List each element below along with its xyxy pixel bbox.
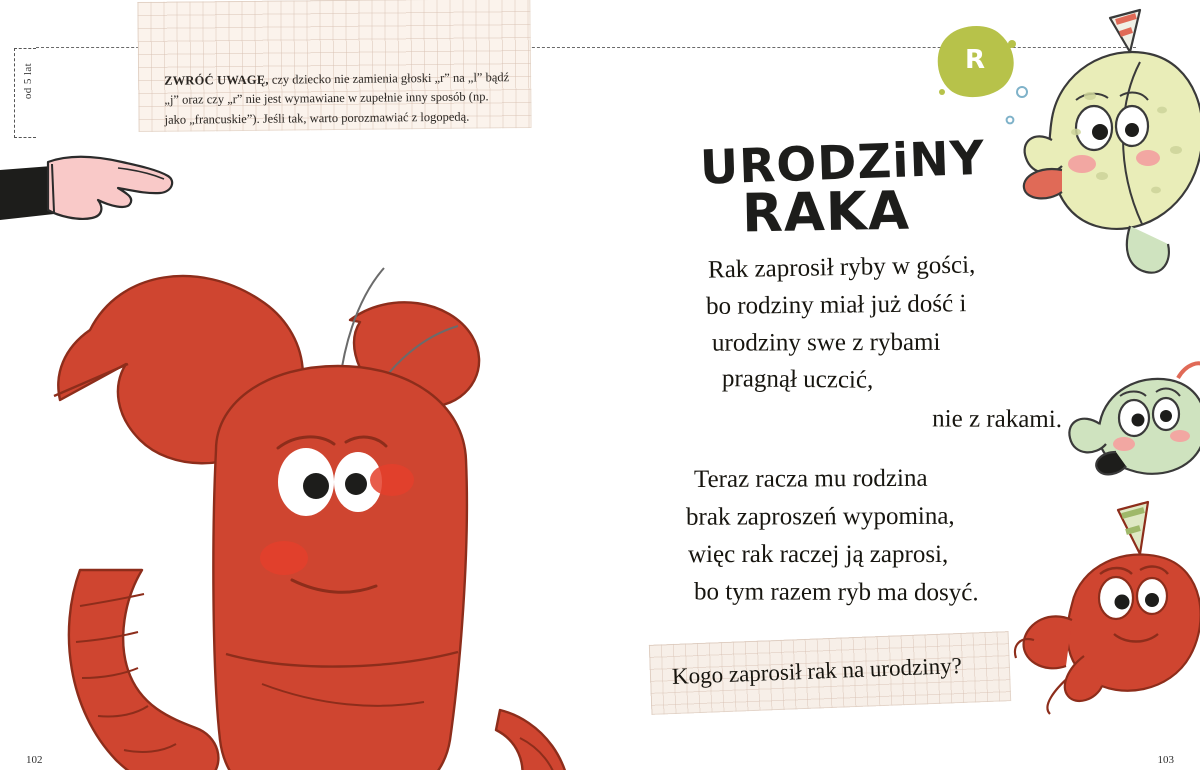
poem-stanza-1 xyxy=(660,248,1080,438)
note-box xyxy=(137,0,531,132)
poem-line: więc rak raczej ją zaprosi, xyxy=(688,541,949,568)
fish-illustration-green xyxy=(1060,360,1200,490)
title-line-2: RAKA xyxy=(741,180,911,245)
letter-badge-label: R xyxy=(964,45,986,75)
note-text xyxy=(164,68,511,130)
poem-line: Rak zaprosił ryby w gości, xyxy=(707,251,976,284)
question-text: Kogo zaprosił rak na urodziny? xyxy=(671,652,963,690)
age-tag-label: od 5 lat xyxy=(22,62,34,100)
poem-line: pragnął uczcić, xyxy=(721,365,874,394)
page-number-left: 102 xyxy=(26,754,43,766)
poem-line: bo tym razem ryb ma dosyć. xyxy=(693,578,979,607)
poem-line: nie z rakami. xyxy=(932,405,1063,434)
poem-text xyxy=(660,248,1080,634)
age-tag xyxy=(14,48,36,138)
poem-line: urodziny swe z rybami xyxy=(711,328,941,357)
note-body: czy dziecko nie zamienia głoski „r” na „l” bądź „j” oraz czy „r” nie jest wymawiane w zupełnie inny sposób (np. jako „francuskie”). Jeśli tak, warto porozmawiać z logopedą. xyxy=(164,70,510,127)
crayfish-illustration xyxy=(20,150,640,770)
page-title xyxy=(699,130,1030,245)
note-label: ZWRÓĆ UWAGĘ, xyxy=(164,72,269,88)
title-line-1: URODZiNY xyxy=(699,130,986,196)
poem-line: Teraz racza mu rodzina xyxy=(693,464,928,494)
poem-line: brak zaproszeń wypomina, xyxy=(685,502,955,531)
question-banner xyxy=(649,631,1011,715)
poem-stanza-2 xyxy=(660,460,1080,612)
poem-line: bo rodziny miał już dość i xyxy=(705,290,967,320)
page-number-right: 103 xyxy=(1157,754,1174,766)
